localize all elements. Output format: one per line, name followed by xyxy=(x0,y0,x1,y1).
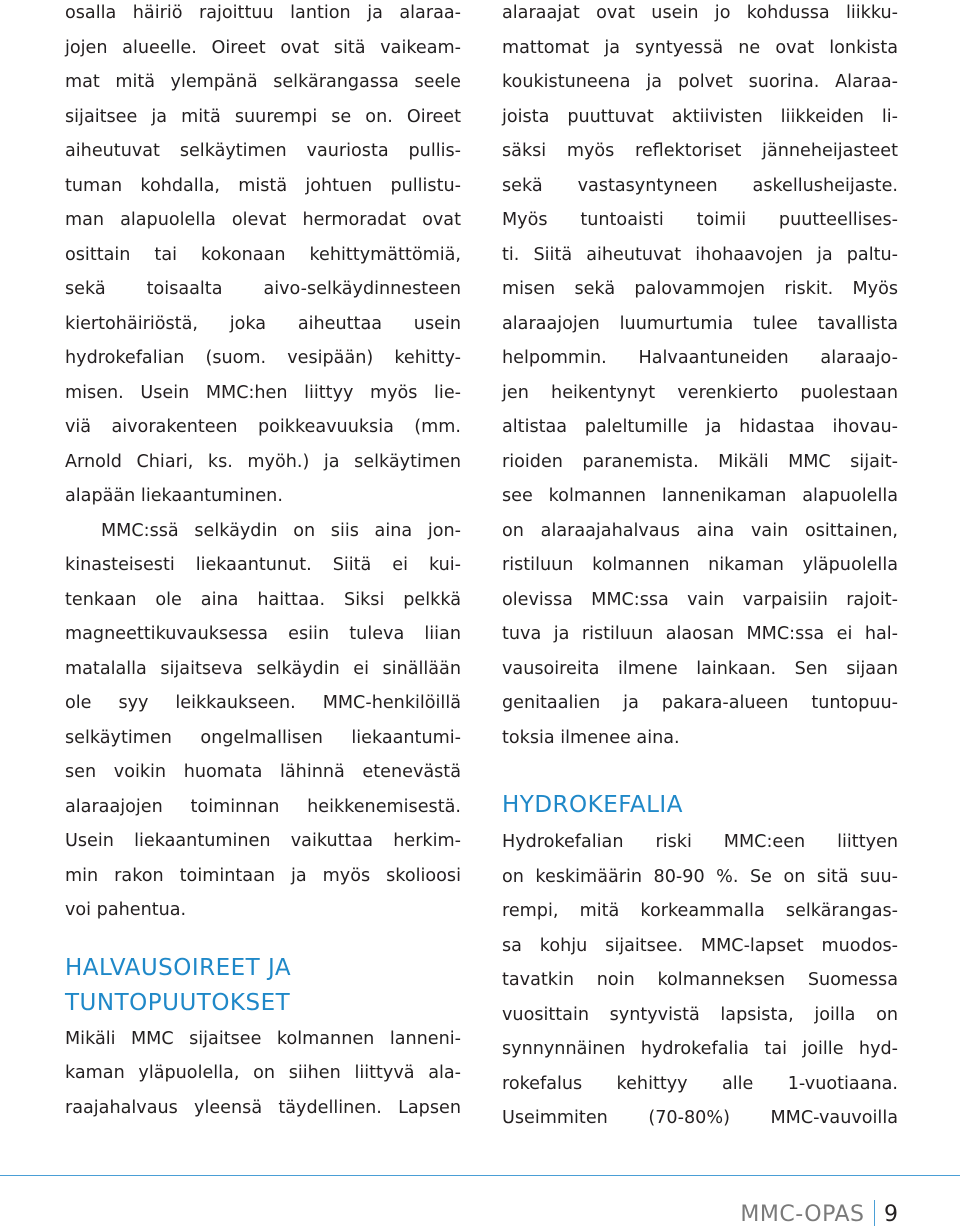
text-line: rioiden paranemista. Mikäli MMC sijait- xyxy=(502,451,898,472)
text-line: kiertohäiriöstä, joka aiheuttaa usein xyxy=(65,313,461,334)
text-line: voi pahentua. xyxy=(65,900,187,920)
text-line: kaman yläpuolella, on siihen liittyvä ala- xyxy=(65,1063,461,1083)
paragraph-halvaus xyxy=(65,1022,461,1126)
text-line: sa kohju sijaitsee. MMC-lapset muodos- xyxy=(502,935,898,956)
text-line: toksia ilmenee aina. xyxy=(502,727,680,748)
right-column xyxy=(502,0,898,1136)
text-line: hydrokefalian (suom. vesipään) kehitty- xyxy=(65,348,461,368)
text-line: on keskimäärin 80-90 %. Se on sitä suu- xyxy=(502,866,898,887)
text-line: man alapuolella olevat hermoradat ovat xyxy=(65,210,461,230)
text-line: aiheutuvat selkäytimen vauriosta pullis- xyxy=(65,141,461,161)
text-line: joista puuttuvat aktiivisten liikkeiden li- xyxy=(502,106,898,127)
text-line: magneettikuvauksessa esiin tuleva liian xyxy=(65,624,461,644)
text-line: helpommin. Halvaantuneiden alaraajo- xyxy=(502,348,898,368)
text-line: tuman kohdalla, mistä johtuen pullistu- xyxy=(65,175,461,196)
text-line: alaraajojen toiminnan heikkenemisestä. xyxy=(65,796,461,817)
text-line: koukistuneena ja polvet suorina. Alaraa- xyxy=(502,72,898,92)
page-footer xyxy=(740,1198,898,1232)
text-line: sekä toisaalta aivo-selkäydinnesteen xyxy=(65,279,461,299)
text-line: misen sekä palovammojen riskit. Myös xyxy=(502,279,898,299)
heading-line: TUNTOPUUTOKSET xyxy=(65,989,291,1016)
text-line: vuosittain syntyvistä lapsista, joilla on xyxy=(502,1004,898,1025)
text-line: misen. Usein MMC:hen liittyy myös lie- xyxy=(65,382,461,403)
footer-rule xyxy=(0,1175,960,1176)
text-line: sijaitsee ja mitä suurempi se on. Oireet xyxy=(65,106,461,127)
text-line: tenkaan ole aina haittaa. Siksi pelkkä xyxy=(65,589,461,610)
heading-line: HYDROKEFALIA xyxy=(502,792,683,818)
text-line: MMC:ssä selkäydin on siis aina jon- xyxy=(101,520,461,541)
text-line: matalalla sijaitseva selkäydin ei sinällään xyxy=(65,658,461,679)
text-line: selkäytimen ongelmallisen liekaantumi- xyxy=(65,727,461,748)
paragraph-mmc xyxy=(65,514,461,928)
paragraph-intro xyxy=(65,0,461,514)
text-line: alaraajojen luumurtumia tulee tavallista xyxy=(502,313,898,334)
paragraph-continued xyxy=(502,0,898,755)
text-line: säksi myös reflektoriset jänneheijasteet xyxy=(502,141,898,161)
publication-name: MMC-OPAS xyxy=(740,1202,865,1227)
text-line: Usein liekaantuminen vaikuttaa herkim- xyxy=(65,831,461,851)
page-number: 9 xyxy=(884,1202,898,1227)
text-line: ti. Siitä aiheutuvat ihohaavojen ja paltu- xyxy=(502,244,898,265)
text-line: sen voikin huomata lähinnä etenevästä xyxy=(65,762,461,782)
text-line: Useimmiten (70-80%) MMC-vauvoilla xyxy=(502,1108,898,1128)
text-line: ole syy leikkaukseen. MMC-henkilöillä xyxy=(65,693,461,713)
text-line: jojen alueelle. Oireet ovat sitä vaikeam- xyxy=(65,37,461,58)
text-line: tavatkin noin kolmanneksen Suomessa xyxy=(502,970,898,990)
section-heading-hydrokefalia xyxy=(502,788,898,823)
text-line: mat mitä ylempänä selkärangassa seele xyxy=(65,72,461,92)
paragraph-hydro xyxy=(502,825,898,1136)
text-line: alapään liekaantuminen. xyxy=(65,486,283,506)
text-line: Hydrokefalian riski MMC:een liittyen xyxy=(502,832,898,852)
text-line: altistaa paleltumille ja hidastaa ihovau- xyxy=(502,417,898,437)
text-line: Myös tuntoaisti toimii puutteellises- xyxy=(502,210,898,230)
text-line: on alaraajahalvaus aina vain osittainen, xyxy=(502,520,898,541)
text-line: mattomat ja syntyessä ne ovat lonkista xyxy=(502,37,898,58)
text-line: Arnold Chiari, ks. myöh.) ja selkäytimen xyxy=(65,451,461,472)
text-line: osalla häiriö rajoittuu lantion ja alaraa- xyxy=(65,3,461,23)
left-column xyxy=(65,0,461,1125)
text-line: genitaalien ja pakara-alueen tuntopuu- xyxy=(502,693,898,713)
section-heading-halvausoireet xyxy=(65,951,461,1021)
text-line: rempi, mitä korkeammalla selkärangas- xyxy=(502,901,898,921)
text-line: rokefalus kehittyy alle 1-vuotiaana. xyxy=(502,1073,898,1094)
text-line: sekä vastasyntyneen askellusheijaste. xyxy=(502,175,898,196)
text-line: olevissa MMC:ssa vain varpaisiin rajoit- xyxy=(502,589,898,610)
text-line: see kolmannen lannenikaman alapuolella xyxy=(502,486,898,506)
text-line: osittain tai kokonaan kehittymättömiä, xyxy=(65,244,461,265)
text-line: tuva ja ristiluun alaosan MMC:ssa ei hal- xyxy=(502,624,898,644)
text-line: raajahalvaus yleensä täydellinen. Lapsen xyxy=(65,1097,461,1118)
text-line: kinasteisesti liekaantunut. Siitä ei kui- xyxy=(65,555,461,575)
text-line: viä aivorakenteen poikkeavuuksia (mm. xyxy=(65,417,461,437)
footer-separator xyxy=(874,1200,876,1226)
text-line: min rakon toimintaan ja myös skolioosi xyxy=(65,865,461,886)
text-line: Mikäli MMC sijaitsee kolmannen lanneni- xyxy=(65,1028,461,1049)
text-line: alaraajat ovat usein jo kohdussa liikku- xyxy=(502,3,898,23)
text-line: vausoireita ilmene lainkaan. Sen sijaan xyxy=(502,658,898,679)
heading-line: HALVAUSOIREET JA xyxy=(65,954,292,981)
text-line: jen heikentynyt verenkierto puolestaan xyxy=(502,382,898,403)
text-line: ristiluun kolmannen nikaman yläpuolella xyxy=(502,555,898,575)
text-line: synnynnäinen hydrokefalia tai joille hyd- xyxy=(502,1039,898,1059)
